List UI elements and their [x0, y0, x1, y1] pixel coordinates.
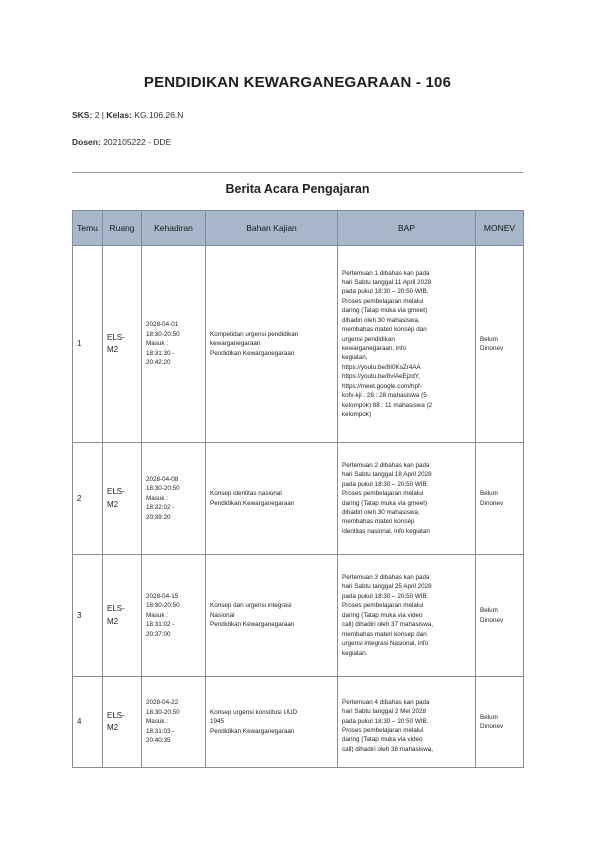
cell-bap	[338, 555, 476, 677]
cell-kehadiran-line: Masuk :	[146, 611, 169, 619]
cell-bap-line: identitas nasional, info kegiatan	[342, 527, 430, 535]
cell-kehadiran-line: 20:42:20	[146, 359, 171, 367]
cell-monev-line: Belum	[480, 713, 498, 721]
cell-ruang-line: ELS-	[107, 604, 125, 614]
cell-kehadiran-line: 2028-04-22	[146, 699, 179, 707]
header-bap: BAP	[338, 211, 476, 246]
cell-kehadiran-line: 2028-04-08	[146, 475, 179, 483]
cell-bap-line: call) dihadiri oleh 38 mahasiswa,	[342, 745, 434, 753]
cell-bahan-kajian-line: Nasional	[210, 611, 235, 619]
cell-kehadiran-line: 20:39:20	[146, 513, 171, 521]
meta-separator: |	[101, 110, 105, 120]
cell-kehadiran-line: 18:30-20:50	[146, 330, 180, 338]
cell-monev-line: Dinonev	[480, 345, 504, 352]
header-temu: Temu	[73, 211, 103, 246]
cell-bahan-kajian-line: Konsep dan urgensi integrasi	[210, 602, 292, 610]
cell-bap-line: Proses pembelajaran melalui	[342, 602, 424, 610]
cell-kehadiran	[142, 555, 206, 677]
cell-bap-line: Pertemuan 1 dibahas kan pada	[342, 269, 430, 277]
cell-kehadiran	[142, 443, 206, 555]
cell-bahan-kajian-line: Pendidikan Kewarganegaraan	[210, 727, 295, 735]
cell-bahan-kajian	[206, 443, 338, 555]
cell-bahan-kajian-line: Pendidikan Kewarganegaraan	[210, 499, 295, 507]
cell-bap	[338, 443, 476, 555]
cell-ruang	[103, 246, 142, 443]
cell-bap-line: https://meet.google.com/hpf-	[342, 382, 422, 390]
cell-temu: 4	[73, 677, 103, 768]
cell-monev-line: Belum	[480, 607, 498, 615]
cell-kehadiran-line: 2028-04-01	[146, 321, 179, 329]
cell-monev-line: Dinonev	[480, 723, 504, 730]
header-monev: MONEV	[476, 211, 524, 246]
dosen-value: 202105222 - DDE	[103, 137, 172, 147]
cell-ruang-line: M2	[107, 499, 119, 509]
cell-bap-line: hari Sabtu tanggal 18 April 2028	[342, 471, 432, 479]
cell-monev	[476, 443, 524, 555]
cell-monev-line: Belum	[480, 335, 498, 343]
cell-bap-line: daring (Tatap muka via video	[342, 736, 423, 744]
cell-temu: 3	[73, 555, 103, 677]
cell-kehadiran-line: 2028-04-15	[146, 592, 179, 600]
cell-kehadiran-line: 18:32:02 -	[146, 504, 175, 512]
lecturer-meta	[72, 137, 171, 147]
cell-ruang-line: ELS-	[107, 332, 125, 342]
cell-temu: 1	[73, 246, 103, 443]
cell-ruang	[103, 443, 142, 555]
cell-bap-line: hari Sabtu tanggal 2 Mei 2028	[342, 708, 427, 716]
table-row	[73, 555, 524, 677]
table-header-row	[73, 211, 524, 246]
cell-bap-line: kewarganegaraan, info	[342, 345, 407, 352]
header-ruang: Ruang	[103, 211, 142, 246]
cell-kehadiran-line: Masuk :	[146, 718, 169, 726]
header-bahan-kajian: Bahan Kajian	[206, 211, 338, 246]
section-title: Berita Acara Pengajaran	[225, 182, 370, 196]
sks-value: 2	[94, 110, 100, 120]
kelas-label: Kelas:	[106, 110, 132, 120]
cell-monev	[476, 677, 524, 768]
cell-bap-line: pada pukul 18:30 – 20:50 WIB.	[342, 592, 429, 600]
cell-kehadiran-line: Masuk :	[146, 494, 169, 502]
cell-ruang-line: ELS-	[107, 487, 125, 497]
cell-ruang-line: M2	[107, 345, 119, 354]
cell-kehadiran	[142, 677, 206, 768]
cell-bap	[338, 677, 476, 768]
divider	[72, 172, 523, 173]
cell-bap-line: Proses pembelajaran melalui	[342, 490, 424, 498]
cell-monev-line: Dinonev	[480, 499, 504, 507]
cell-bap-line: Proses pembelajaran melalui	[342, 297, 424, 305]
cell-kehadiran-line: 18:30-20:50	[146, 602, 180, 610]
cell-bap-line: kofv-kji . 28 : 28 mahasiswa (5	[342, 392, 427, 400]
table-row	[73, 443, 524, 555]
cell-bap-line: hari Sabtu tanggal 11 April 2028	[342, 278, 432, 286]
cell-kehadiran-line: 18:31:02 -	[146, 621, 175, 629]
cell-bahan-kajian	[206, 246, 338, 443]
course-meta	[72, 110, 183, 120]
cell-bap-line: kegiatan.	[342, 649, 368, 657]
cell-ruang-line: ELS-	[107, 710, 125, 720]
cell-bap-line: https://youtu.be/8vlAeEjzdY,	[342, 373, 420, 381]
cell-bap-line: daring (Tatap muka via video	[342, 611, 423, 619]
page-title: PENDIDIKAN KEWARGANEGARAAN - 106	[143, 74, 452, 91]
cell-bap-line: daring (Tatap muka via gmeet)	[342, 307, 428, 315]
cell-monev-line: Belum	[480, 490, 498, 498]
cell-bap-line: kelompok) 88 : 11 mahasiswa (2	[342, 401, 433, 409]
cell-temu: 2	[73, 443, 103, 555]
cell-bap-line: call) dihadiri oleh 37 mahasiswa,	[342, 621, 434, 629]
dosen-label: Dosen:	[72, 137, 101, 147]
cell-ruang	[103, 555, 142, 677]
header-kehadiran: Kehadiran	[142, 211, 206, 246]
cell-bahan-kajian-line: kewarganegaraan	[210, 340, 261, 348]
cell-bap-line: pada pukul 18:30 – 20:50 WIB.	[342, 288, 429, 296]
cell-bap-line: Pertemuan 4 dibahas kan pada	[342, 698, 430, 706]
cell-bap-line: https://youtu.be/8I0KsZr4AA	[342, 363, 421, 371]
cell-kehadiran-line: 20:37:00	[146, 630, 171, 638]
cell-bap-line: membahas materi konsep	[342, 518, 415, 526]
cell-bap-line: Proses pembelajaran melalui	[342, 727, 424, 734]
cell-bap-line: dihadiri oleh 30 mahasiswa,	[342, 508, 420, 516]
cell-ruang	[103, 677, 142, 768]
cell-kehadiran-line: Masuk :	[146, 340, 169, 348]
cell-ruang-line: M2	[107, 616, 119, 626]
cell-bahan-kajian-line: Konsep identitas nasional	[210, 490, 282, 498]
cell-bap-line: membahas materi konsep dan	[342, 630, 427, 638]
cell-bap-line: pada pukul 18:30 – 20:50 WIB.	[342, 717, 429, 725]
cell-bap-line: hari Sabtu tanggal 25 April 2028	[342, 583, 432, 591]
cell-ruang-line: M2	[107, 723, 119, 732]
cell-bahan-kajian-line: Konsep urgensi konstitusi UUD	[210, 708, 298, 716]
cell-bahan-kajian-line: Pendidikan Kewarganegaraan	[210, 621, 295, 629]
cell-bap-line: urgensi pendidikan	[342, 335, 395, 343]
table-row	[73, 677, 524, 768]
cell-kehadiran-line: 18:30-20:50	[146, 485, 180, 493]
kelas-value: KG.106.26.N	[134, 110, 184, 120]
cell-kehadiran-line: 20:40:35	[146, 737, 171, 745]
cell-bahan-kajian-line: 1945	[210, 718, 225, 726]
cell-bahan-kajian-line: Kompetidan urgensi pendidikan	[210, 330, 299, 338]
cell-bap-line: kelompok)	[342, 411, 372, 419]
cell-kehadiran	[142, 246, 206, 443]
cell-kehadiran-line: 18:31:30 -	[146, 349, 175, 357]
cell-kehadiran-line: 18:31:03 -	[146, 727, 175, 735]
cell-bap-line: pada pukul 18:30 – 20:50 WIB.	[342, 480, 429, 488]
sks-label: SKS:	[72, 110, 93, 120]
cell-bahan-kajian	[206, 677, 338, 768]
cell-bahan-kajian	[206, 555, 338, 677]
table-row	[73, 246, 524, 443]
cell-bap-line: Pertemuan 2 dibahas kan pada	[342, 461, 430, 469]
cell-bap	[338, 246, 476, 443]
cell-monev	[476, 555, 524, 677]
cell-bap-line: urgensi integrasi Nasional, info	[342, 640, 429, 648]
cell-monev	[476, 246, 524, 443]
bap-table	[72, 210, 524, 768]
cell-bap-line: Pertemuan 3 dibahas kan pada	[342, 574, 430, 582]
cell-bap-line: daring (Tatap muka via gmeet)	[342, 499, 428, 507]
cell-bap-line: dihadiri oleh 30 mahasiswa,	[342, 316, 420, 324]
cell-monev-line: Dinonev	[480, 616, 504, 624]
cell-bahan-kajian-line: Pendidikan Kewarganegaraan	[210, 349, 295, 357]
cell-bap-line: membahas materi konsep dan	[342, 326, 427, 334]
cell-bap-line: kegiatan,	[342, 354, 368, 362]
cell-kehadiran-line: 18:30-20:50	[146, 708, 180, 716]
